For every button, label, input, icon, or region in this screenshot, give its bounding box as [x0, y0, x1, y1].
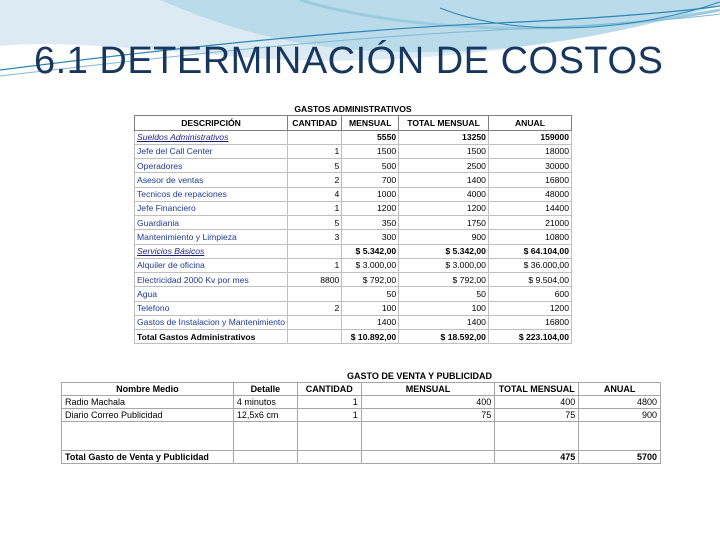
row-label: Operadores: [135, 159, 288, 173]
header-total-mensual: TOTAL MENSUAL: [399, 116, 489, 130]
table-row: [135, 230, 572, 244]
header-anual: ANUAL: [488, 116, 571, 130]
admin-expenses-table: [134, 102, 572, 344]
cell-value: 300: [342, 230, 399, 244]
cell-value: 30000: [488, 159, 571, 173]
cell-value: 5700: [579, 451, 661, 464]
cell-value: 18000: [488, 144, 571, 158]
cell-value: 159000: [488, 130, 571, 144]
sales-table-caption: GASTO DE VENTA Y PUBLICIDAD: [346, 370, 493, 381]
sales-advertising-table: [61, 370, 661, 464]
cell-value: 5: [288, 159, 342, 173]
row-label: Guardiania: [135, 216, 288, 230]
header-cantidad: CANTIDAD: [288, 116, 342, 130]
cell-value: [233, 451, 297, 464]
table-row: [135, 216, 572, 230]
header-anual: ANUAL: [579, 383, 661, 396]
header-total-mensual: TOTAL MENSUAL: [495, 383, 579, 396]
cell-value: 50: [342, 287, 399, 301]
row-label: Electricidad 2000 Kv por mes: [135, 273, 288, 287]
cell-value: 1400: [342, 315, 399, 329]
header-nombre-medio: Nombre Medio: [62, 383, 234, 396]
cell-value: 1: [297, 396, 361, 409]
cell-value: 1500: [342, 144, 399, 158]
cell-value: 10800: [488, 230, 571, 244]
cell-value: 8800: [288, 273, 342, 287]
table-row: [135, 130, 572, 144]
cell-value: 1500: [399, 144, 489, 158]
row-label: Diario Correo Publicidad: [62, 409, 234, 422]
table-row: [135, 159, 572, 173]
cell-value: [361, 451, 495, 464]
row-label: Radio Machala: [62, 396, 234, 409]
cell-value: 900: [579, 409, 661, 422]
cell-value: 21000: [488, 216, 571, 230]
cell-value: 1200: [488, 301, 571, 315]
cell-value: 700: [342, 173, 399, 187]
header-mensual: MENSUAL: [342, 116, 399, 130]
cell-value: 5: [288, 216, 342, 230]
admin-table-caption: GASTOS ADMINISTRATIVOS: [294, 103, 412, 114]
cell-value: 13250: [399, 130, 489, 144]
row-label: Asesor de ventas: [135, 173, 288, 187]
cell-value: 900: [399, 230, 489, 244]
cell-value: 2: [288, 301, 342, 315]
table-row: [135, 301, 572, 315]
row-label: Agua: [135, 287, 288, 301]
cell-value: $ 223.104,00: [488, 330, 571, 344]
table-row: [135, 187, 572, 201]
table-row: [135, 330, 572, 344]
header-detalle: Detalle: [233, 383, 297, 396]
blank-row: [62, 422, 661, 451]
empty-cell: [495, 422, 579, 451]
cell-value: 16800: [488, 315, 571, 329]
cell-value: 1400: [399, 315, 489, 329]
row-label: Total Gastos Administrativos: [135, 330, 288, 344]
cell-value: 100: [342, 301, 399, 315]
table-row: [135, 173, 572, 187]
row-label: Jefe Financiero: [135, 201, 288, 215]
cell-value: 500: [342, 159, 399, 173]
row-label: Mantenimiento y Limpieza: [135, 230, 288, 244]
cell-value: 4 minutos: [233, 396, 297, 409]
cell-value: 75: [361, 409, 495, 422]
cell-value: 4: [288, 187, 342, 201]
row-label: Telefono: [135, 301, 288, 315]
cell-value: 600: [488, 287, 571, 301]
cell-value: 2: [288, 173, 342, 187]
cell-value: $ 792,00: [399, 273, 489, 287]
header-cantidad: CANTIDAD: [297, 383, 361, 396]
cell-value: 1400: [399, 173, 489, 187]
table-row: [135, 273, 572, 287]
table-row: [62, 409, 661, 422]
cell-value: 2500: [399, 159, 489, 173]
cell-value: [288, 130, 342, 144]
cell-value: 1000: [342, 187, 399, 201]
cell-value: [288, 315, 342, 329]
cell-value: $ 10.892,00: [342, 330, 399, 344]
cell-value: 12,5x6 cm: [233, 409, 297, 422]
cell-value: $ 9.504,00: [488, 273, 571, 287]
cell-value: 48000: [488, 187, 571, 201]
row-label: Alquiler de oficina: [135, 258, 288, 272]
cell-value: $ 64.104,00: [488, 244, 571, 258]
table-row: [135, 144, 572, 158]
row-label: Total Gasto de Venta y Publicidad: [62, 451, 234, 464]
empty-cell: [297, 422, 361, 451]
table-row: [135, 201, 572, 215]
admin-table-header-row: [135, 116, 572, 130]
cell-value: 475: [495, 451, 579, 464]
cell-value: $ 18.592,00: [399, 330, 489, 344]
cell-value: 50: [399, 287, 489, 301]
cell-value: 1: [288, 144, 342, 158]
table-row: [135, 315, 572, 329]
total-row: [62, 451, 661, 464]
row-label: Jefe del Call Center: [135, 144, 288, 158]
cell-value: 350: [342, 216, 399, 230]
header-descripcion: DESCRIPCIÓN: [135, 116, 288, 130]
cell-value: [288, 330, 342, 344]
cell-value: $ 3.000,00: [399, 258, 489, 272]
table-row: [135, 287, 572, 301]
cell-value: 400: [495, 396, 579, 409]
cell-value: $ 36.000,00: [488, 258, 571, 272]
header-mensual: MENSUAL: [361, 383, 495, 396]
cell-value: 4800: [579, 396, 661, 409]
empty-cell: [579, 422, 661, 451]
cell-value: 1: [288, 258, 342, 272]
admin-table-caption-row: [135, 102, 572, 116]
cell-value: 400: [361, 396, 495, 409]
empty-cell: [361, 422, 495, 451]
cell-value: $ 5.342,00: [342, 244, 399, 258]
table-row: [135, 258, 572, 272]
cell-value: 3: [288, 230, 342, 244]
empty-cell: [233, 422, 297, 451]
sales-table-header-row: [62, 383, 661, 396]
row-label: Sueldos Administrativos: [135, 130, 288, 144]
cell-value: 75: [495, 409, 579, 422]
cell-value: [288, 244, 342, 258]
cell-value: 1200: [342, 201, 399, 215]
cell-value: 1: [288, 201, 342, 215]
sales-table-caption-row: [62, 370, 661, 383]
row-label: Servicios Básicos: [135, 244, 288, 258]
cell-value: 4000: [399, 187, 489, 201]
cell-value: 16800: [488, 173, 571, 187]
row-label: Tecnicos de repaciones: [135, 187, 288, 201]
cell-value: $ 5.342,00: [399, 244, 489, 258]
cell-value: [297, 451, 361, 464]
cell-value: $ 3.000,00: [342, 258, 399, 272]
cell-value: 1200: [399, 201, 489, 215]
cell-value: 1750: [399, 216, 489, 230]
cell-value: 14400: [488, 201, 571, 215]
cell-value: 1: [297, 409, 361, 422]
table-row: [135, 244, 572, 258]
row-label: Gastos de Instalacion y Mantenimiento: [135, 315, 288, 329]
cell-value: 100: [399, 301, 489, 315]
cell-value: [288, 287, 342, 301]
empty-cell: [62, 422, 234, 451]
table-row: [62, 396, 661, 409]
cell-value: $ 792,00: [342, 273, 399, 287]
slide-title: 6.1 DETERMINACIÓN DE COSTOS: [34, 40, 664, 82]
cell-value: 5550: [342, 130, 399, 144]
